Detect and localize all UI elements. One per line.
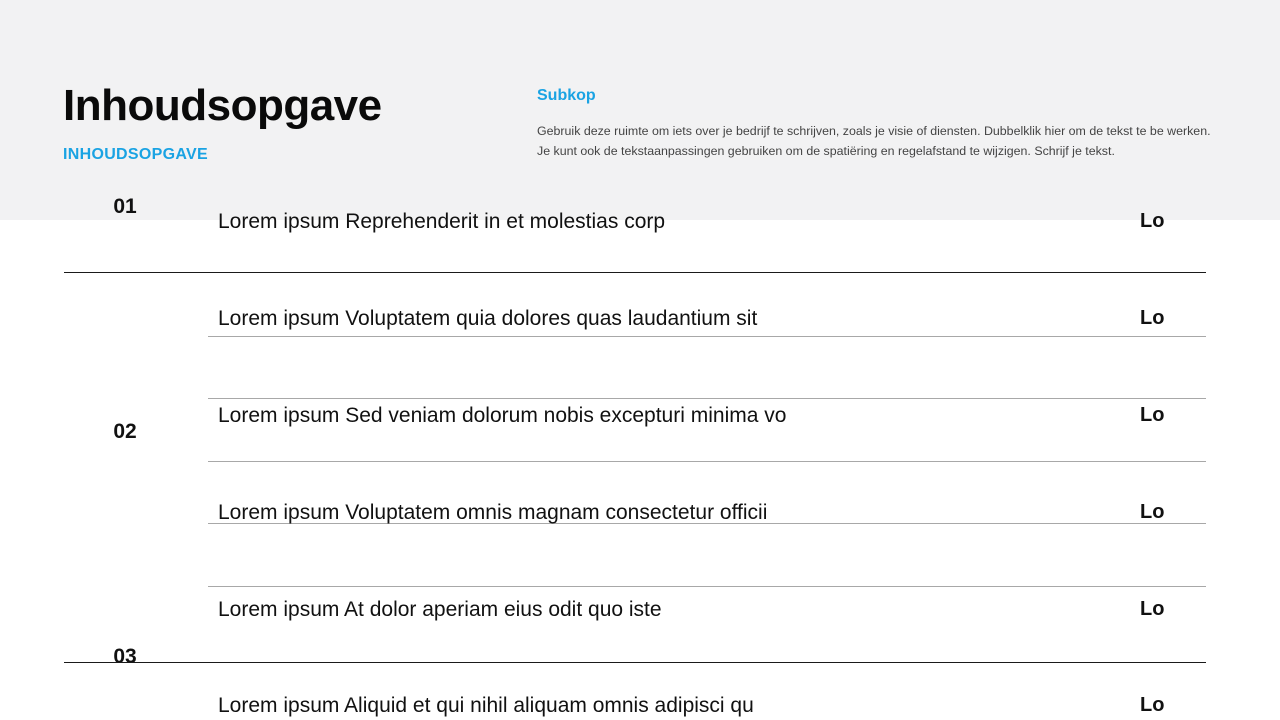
section-divider: [64, 662, 1206, 663]
toc-entry-text[interactable]: Lorem ipsum Voluptatem quia dolores quas laudantium sit: [218, 307, 758, 330]
toc-entry-page: Lo: [1140, 404, 1165, 426]
page-kicker: INHOUDSOPGAVE: [63, 146, 208, 163]
section-number-01: 01: [113, 195, 137, 218]
intro-paragraph: Gebruik deze ruimte om iets over je bedrijf te schrijven, zoals je visie of diensten. Dubbelklik hier om de tekst te be werken. Je kunt ook de tekstaanpassingen gebruiken om de spatiëring en regelafstand te wijzigen. Schrijf je tekst.: [537, 124, 1211, 158]
entry-divider: [208, 398, 1206, 399]
page-title: Inhoudsopgave: [63, 81, 382, 130]
section-number-02: 02: [113, 420, 137, 443]
toc-entry-text[interactable]: Lorem ipsum Voluptatem omnis magnam consectetur officii: [218, 501, 768, 524]
toc-entry-text[interactable]: Lorem ipsum Sed veniam dolorum nobis excepturi minima vo: [218, 404, 787, 427]
toc-entry-page: Lo: [1140, 694, 1165, 716]
section-number-03: 03: [113, 645, 137, 668]
toc-entry-page: Lo: [1140, 501, 1165, 523]
entry-divider: [208, 336, 1206, 337]
section-divider: [64, 272, 1206, 273]
subheading: Subkop: [537, 87, 596, 104]
toc-entry-page: Lo: [1140, 210, 1165, 232]
toc-entry-text[interactable]: Lorem ipsum Reprehenderit in et molestias corp: [218, 210, 666, 233]
toc-entry-page: Lo: [1140, 307, 1165, 329]
entry-divider: [208, 586, 1206, 587]
entry-divider: [208, 461, 1206, 462]
toc-entry-text[interactable]: Lorem ipsum At dolor aperiam eius odit quo iste: [218, 598, 662, 621]
toc-entry-text[interactable]: Lorem ipsum Aliquid et qui nihil aliquam omnis adipisci qu: [218, 694, 754, 717]
toc-entry-page: Lo: [1140, 598, 1165, 620]
